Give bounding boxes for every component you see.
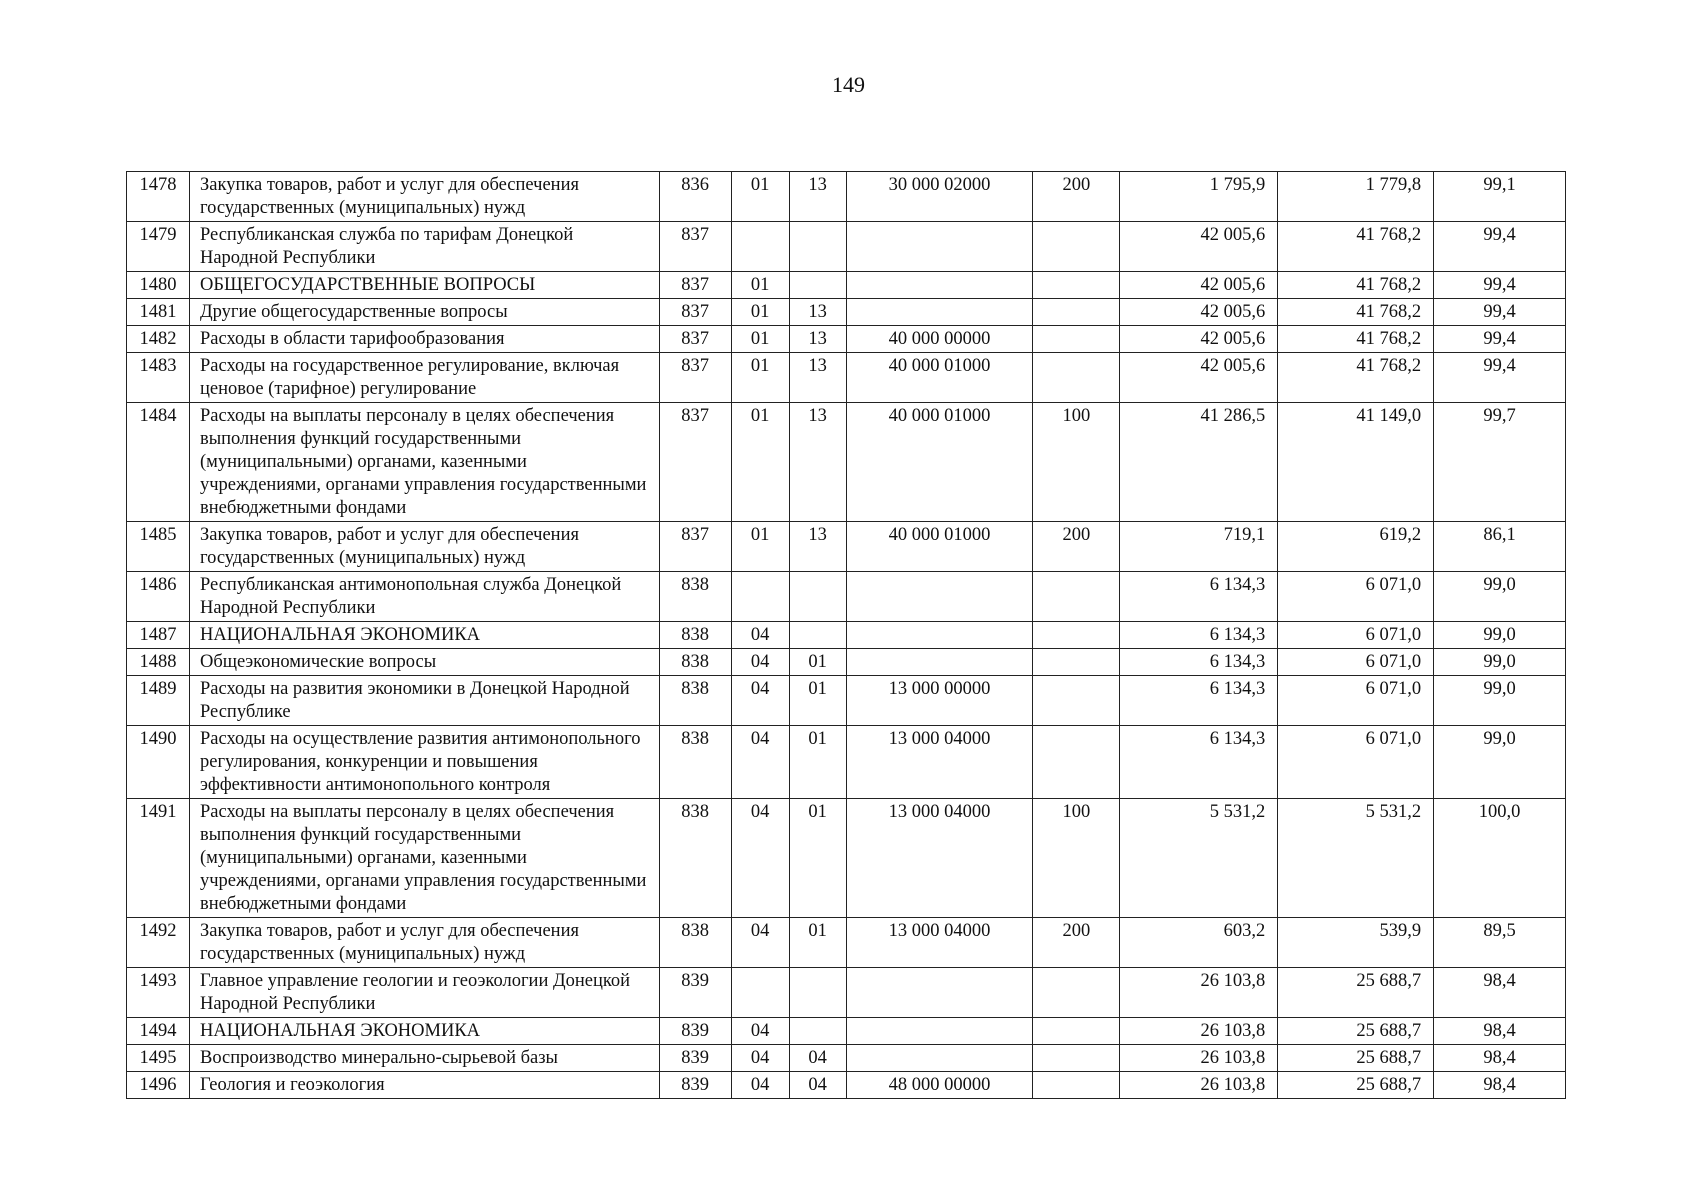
table-row xyxy=(127,172,1566,222)
section-cell: 01 xyxy=(731,353,789,403)
planned-amount-cell: 6 134,3 xyxy=(1120,726,1278,799)
subsection-cell xyxy=(789,222,846,272)
actual-amount-cell: 5 531,2 xyxy=(1278,799,1434,918)
planned-amount-cell: 6 134,3 xyxy=(1120,622,1278,649)
row-number-cell: 1492 xyxy=(127,918,190,968)
row-number-cell: 1488 xyxy=(127,649,190,676)
description-cell: НАЦИОНАЛЬНАЯ ЭКОНОМИКА xyxy=(189,622,659,649)
section-cell xyxy=(731,968,789,1018)
expense-type-cell xyxy=(1033,1072,1120,1099)
expense-type-cell: 200 xyxy=(1033,918,1120,968)
description-cell: Закупка товаров, работ и услуг для обеспечения государственных (муниципальных) нужд xyxy=(189,522,659,572)
subsection-cell: 01 xyxy=(789,799,846,918)
execution-percent-cell: 98,4 xyxy=(1434,1018,1566,1045)
execution-percent-cell: 99,0 xyxy=(1434,572,1566,622)
execution-percent-cell: 99,4 xyxy=(1434,353,1566,403)
row-number-cell: 1495 xyxy=(127,1045,190,1072)
target-article-cell xyxy=(846,222,1033,272)
subsection-cell: 01 xyxy=(789,649,846,676)
actual-amount-cell: 1 779,8 xyxy=(1278,172,1434,222)
execution-percent-cell: 89,5 xyxy=(1434,918,1566,968)
execution-percent-cell: 99,0 xyxy=(1434,676,1566,726)
target-article-cell xyxy=(846,622,1033,649)
execution-percent-cell: 98,4 xyxy=(1434,968,1566,1018)
target-article-cell: 30 000 02000 xyxy=(846,172,1033,222)
table-row xyxy=(127,1018,1566,1045)
table-row xyxy=(127,1045,1566,1072)
execution-percent-cell: 100,0 xyxy=(1434,799,1566,918)
department-code-cell: 839 xyxy=(659,1045,731,1072)
execution-percent-cell: 99,4 xyxy=(1434,299,1566,326)
section-cell xyxy=(731,572,789,622)
expense-type-cell xyxy=(1033,649,1120,676)
section-cell: 04 xyxy=(731,918,789,968)
target-article-cell: 13 000 04000 xyxy=(846,918,1033,968)
table-row xyxy=(127,299,1566,326)
subsection-cell: 13 xyxy=(789,403,846,522)
table-row xyxy=(127,353,1566,403)
department-code-cell: 837 xyxy=(659,522,731,572)
page-number: 149 xyxy=(832,72,865,97)
description-cell: Расходы на выплаты персоналу в целях обеспечения выполнения функций государственными (муниципальными) органами, казенными учреждениями, органами управления государственными внебюджетными фондами xyxy=(189,403,659,522)
actual-amount-cell: 41 768,2 xyxy=(1278,353,1434,403)
row-number-cell: 1491 xyxy=(127,799,190,918)
row-number-cell: 1487 xyxy=(127,622,190,649)
expense-type-cell xyxy=(1033,222,1120,272)
row-number-cell: 1485 xyxy=(127,522,190,572)
row-number-cell: 1493 xyxy=(127,968,190,1018)
actual-amount-cell: 6 071,0 xyxy=(1278,649,1434,676)
department-code-cell: 838 xyxy=(659,676,731,726)
description-cell: Расходы на развития экономики в Донецкой Народной Республике xyxy=(189,676,659,726)
execution-percent-cell: 99,4 xyxy=(1434,326,1566,353)
planned-amount-cell: 42 005,6 xyxy=(1120,299,1278,326)
actual-amount-cell: 41 768,2 xyxy=(1278,222,1434,272)
actual-amount-cell: 539,9 xyxy=(1278,918,1434,968)
target-article-cell: 13 000 04000 xyxy=(846,799,1033,918)
expense-type-cell xyxy=(1033,676,1120,726)
target-article-cell xyxy=(846,272,1033,299)
description-cell: Общеэкономические вопросы xyxy=(189,649,659,676)
description-cell: Республиканская антимонопольная служба Донецкой Народной Республики xyxy=(189,572,659,622)
actual-amount-cell: 6 071,0 xyxy=(1278,726,1434,799)
row-number-cell: 1480 xyxy=(127,272,190,299)
actual-amount-cell: 41 768,2 xyxy=(1278,326,1434,353)
description-cell: Воспроизводство минерально-сырьевой базы xyxy=(189,1045,659,1072)
execution-percent-cell: 98,4 xyxy=(1434,1045,1566,1072)
target-article-cell xyxy=(846,1018,1033,1045)
subsection-cell: 01 xyxy=(789,726,846,799)
planned-amount-cell: 6 134,3 xyxy=(1120,572,1278,622)
row-number-cell: 1490 xyxy=(127,726,190,799)
table-row xyxy=(127,799,1566,918)
row-number-cell: 1483 xyxy=(127,353,190,403)
execution-percent-cell: 99,4 xyxy=(1434,272,1566,299)
subsection-cell: 13 xyxy=(789,353,846,403)
target-article-cell xyxy=(846,968,1033,1018)
subsection-cell xyxy=(789,572,846,622)
target-article-cell: 40 000 00000 xyxy=(846,326,1033,353)
planned-amount-cell: 719,1 xyxy=(1120,522,1278,572)
row-number-cell: 1486 xyxy=(127,572,190,622)
planned-amount-cell: 42 005,6 xyxy=(1120,222,1278,272)
execution-percent-cell: 86,1 xyxy=(1434,522,1566,572)
expense-type-cell xyxy=(1033,272,1120,299)
department-code-cell: 838 xyxy=(659,799,731,918)
description-cell: Расходы на выплаты персоналу в целях обеспечения выполнения функций государственными (муниципальными) органами, казенными учреждениями, органами управления государственными внебюджетными фондами xyxy=(189,799,659,918)
expense-type-cell xyxy=(1033,353,1120,403)
planned-amount-cell: 42 005,6 xyxy=(1120,326,1278,353)
execution-percent-cell: 99,1 xyxy=(1434,172,1566,222)
table-row xyxy=(127,572,1566,622)
expense-type-cell xyxy=(1033,326,1120,353)
target-article-cell: 13 000 04000 xyxy=(846,726,1033,799)
section-cell: 01 xyxy=(731,403,789,522)
section-cell: 04 xyxy=(731,726,789,799)
planned-amount-cell: 26 103,8 xyxy=(1120,1072,1278,1099)
target-article-cell xyxy=(846,299,1033,326)
expense-type-cell: 100 xyxy=(1033,403,1120,522)
description-cell: Расходы в области тарифообразования xyxy=(189,326,659,353)
expense-type-cell xyxy=(1033,968,1120,1018)
department-code-cell: 837 xyxy=(659,403,731,522)
subsection-cell xyxy=(789,272,846,299)
department-code-cell: 837 xyxy=(659,222,731,272)
row-number-cell: 1481 xyxy=(127,299,190,326)
description-cell: Главное управление геологии и геоэкологии Донецкой Народной Республики xyxy=(189,968,659,1018)
department-code-cell: 839 xyxy=(659,1018,731,1045)
actual-amount-cell: 41 768,2 xyxy=(1278,272,1434,299)
execution-percent-cell: 99,0 xyxy=(1434,622,1566,649)
subsection-cell: 13 xyxy=(789,172,846,222)
table-row xyxy=(127,522,1566,572)
subsection-cell xyxy=(789,968,846,1018)
description-cell: ОБЩЕГОСУДАРСТВЕННЫЕ ВОПРОСЫ xyxy=(189,272,659,299)
section-cell: 04 xyxy=(731,622,789,649)
department-code-cell: 837 xyxy=(659,353,731,403)
section-cell: 01 xyxy=(731,326,789,353)
table-row xyxy=(127,918,1566,968)
section-cell: 01 xyxy=(731,522,789,572)
description-cell: Расходы на осуществление развития антимонопольного регулирования, конкуренции и повышения эффективности антимонопольного контроля xyxy=(189,726,659,799)
description-cell: Республиканская служба по тарифам Донецкой Народной Республики xyxy=(189,222,659,272)
department-code-cell: 838 xyxy=(659,918,731,968)
planned-amount-cell: 1 795,9 xyxy=(1120,172,1278,222)
department-code-cell: 838 xyxy=(659,726,731,799)
table-row xyxy=(127,676,1566,726)
subsection-cell: 13 xyxy=(789,522,846,572)
subsection-cell xyxy=(789,622,846,649)
target-article-cell: 40 000 01000 xyxy=(846,353,1033,403)
row-number-cell: 1484 xyxy=(127,403,190,522)
section-cell: 01 xyxy=(731,172,789,222)
subsection-cell: 04 xyxy=(789,1072,846,1099)
table-row xyxy=(127,622,1566,649)
subsection-cell: 01 xyxy=(789,676,846,726)
description-cell: НАЦИОНАЛЬНАЯ ЭКОНОМИКА xyxy=(189,1018,659,1045)
department-code-cell: 838 xyxy=(659,572,731,622)
table-row xyxy=(127,326,1566,353)
table-row xyxy=(127,222,1566,272)
expense-type-cell xyxy=(1033,299,1120,326)
target-article-cell xyxy=(846,1045,1033,1072)
row-number-cell: 1496 xyxy=(127,1072,190,1099)
table-row xyxy=(127,1072,1566,1099)
actual-amount-cell: 25 688,7 xyxy=(1278,1045,1434,1072)
expense-type-cell: 100 xyxy=(1033,799,1120,918)
subsection-cell: 13 xyxy=(789,326,846,353)
expense-type-cell xyxy=(1033,1045,1120,1072)
execution-percent-cell: 98,4 xyxy=(1434,1072,1566,1099)
section-cell: 01 xyxy=(731,299,789,326)
planned-amount-cell: 26 103,8 xyxy=(1120,1045,1278,1072)
section-cell: 04 xyxy=(731,676,789,726)
expense-type-cell xyxy=(1033,726,1120,799)
actual-amount-cell: 619,2 xyxy=(1278,522,1434,572)
table-row xyxy=(127,403,1566,522)
expense-type-cell xyxy=(1033,572,1120,622)
subsection-cell: 01 xyxy=(789,918,846,968)
description-cell: Геология и геоэкология xyxy=(189,1072,659,1099)
execution-percent-cell: 99,7 xyxy=(1434,403,1566,522)
department-code-cell: 836 xyxy=(659,172,731,222)
expense-type-cell: 200 xyxy=(1033,172,1120,222)
planned-amount-cell: 6 134,3 xyxy=(1120,649,1278,676)
planned-amount-cell: 603,2 xyxy=(1120,918,1278,968)
target-article-cell: 40 000 01000 xyxy=(846,522,1033,572)
actual-amount-cell: 6 071,0 xyxy=(1278,572,1434,622)
planned-amount-cell: 42 005,6 xyxy=(1120,353,1278,403)
actual-amount-cell: 41 768,2 xyxy=(1278,299,1434,326)
section-cell: 04 xyxy=(731,1018,789,1045)
row-number-cell: 1479 xyxy=(127,222,190,272)
department-code-cell: 837 xyxy=(659,272,731,299)
department-code-cell: 839 xyxy=(659,1072,731,1099)
description-cell: Закупка товаров, работ и услуг для обеспечения государственных (муниципальных) нужд xyxy=(189,172,659,222)
description-cell: Другие общегосударственные вопросы xyxy=(189,299,659,326)
section-cell: 04 xyxy=(731,649,789,676)
expense-type-cell xyxy=(1033,1018,1120,1045)
row-number-cell: 1478 xyxy=(127,172,190,222)
section-cell: 04 xyxy=(731,799,789,918)
target-article-cell xyxy=(846,572,1033,622)
row-number-cell: 1489 xyxy=(127,676,190,726)
table-row xyxy=(127,726,1566,799)
planned-amount-cell: 6 134,3 xyxy=(1120,676,1278,726)
subsection-cell: 13 xyxy=(789,299,846,326)
actual-amount-cell: 25 688,7 xyxy=(1278,1072,1434,1099)
department-code-cell: 837 xyxy=(659,326,731,353)
actual-amount-cell: 6 071,0 xyxy=(1278,676,1434,726)
budget-table xyxy=(126,171,1566,1099)
planned-amount-cell: 42 005,6 xyxy=(1120,272,1278,299)
expense-type-cell xyxy=(1033,622,1120,649)
department-code-cell: 838 xyxy=(659,622,731,649)
subsection-cell xyxy=(789,1018,846,1045)
department-code-cell: 839 xyxy=(659,968,731,1018)
table-body xyxy=(127,172,1566,1099)
section-cell: 04 xyxy=(731,1045,789,1072)
execution-percent-cell: 99,0 xyxy=(1434,649,1566,676)
section-cell: 01 xyxy=(731,272,789,299)
table-row xyxy=(127,968,1566,1018)
description-cell: Закупка товаров, работ и услуг для обеспечения государственных (муниципальных) нужд xyxy=(189,918,659,968)
row-number-cell: 1494 xyxy=(127,1018,190,1045)
department-code-cell: 837 xyxy=(659,299,731,326)
actual-amount-cell: 6 071,0 xyxy=(1278,622,1434,649)
row-number-cell: 1482 xyxy=(127,326,190,353)
planned-amount-cell: 41 286,5 xyxy=(1120,403,1278,522)
actual-amount-cell: 41 149,0 xyxy=(1278,403,1434,522)
table-row xyxy=(127,272,1566,299)
description-cell: Расходы на государственное регулирование, включая ценовое (тарифное) регулирование xyxy=(189,353,659,403)
planned-amount-cell: 5 531,2 xyxy=(1120,799,1278,918)
expense-type-cell: 200 xyxy=(1033,522,1120,572)
department-code-cell: 838 xyxy=(659,649,731,676)
section-cell xyxy=(731,222,789,272)
target-article-cell: 48 000 00000 xyxy=(846,1072,1033,1099)
execution-percent-cell: 99,4 xyxy=(1434,222,1566,272)
subsection-cell: 04 xyxy=(789,1045,846,1072)
target-article-cell: 13 000 00000 xyxy=(846,676,1033,726)
actual-amount-cell: 25 688,7 xyxy=(1278,1018,1434,1045)
execution-percent-cell: 99,0 xyxy=(1434,726,1566,799)
table-row xyxy=(127,649,1566,676)
section-cell: 04 xyxy=(731,1072,789,1099)
target-article-cell xyxy=(846,649,1033,676)
planned-amount-cell: 26 103,8 xyxy=(1120,968,1278,1018)
target-article-cell: 40 000 01000 xyxy=(846,403,1033,522)
actual-amount-cell: 25 688,7 xyxy=(1278,968,1434,1018)
planned-amount-cell: 26 103,8 xyxy=(1120,1018,1278,1045)
